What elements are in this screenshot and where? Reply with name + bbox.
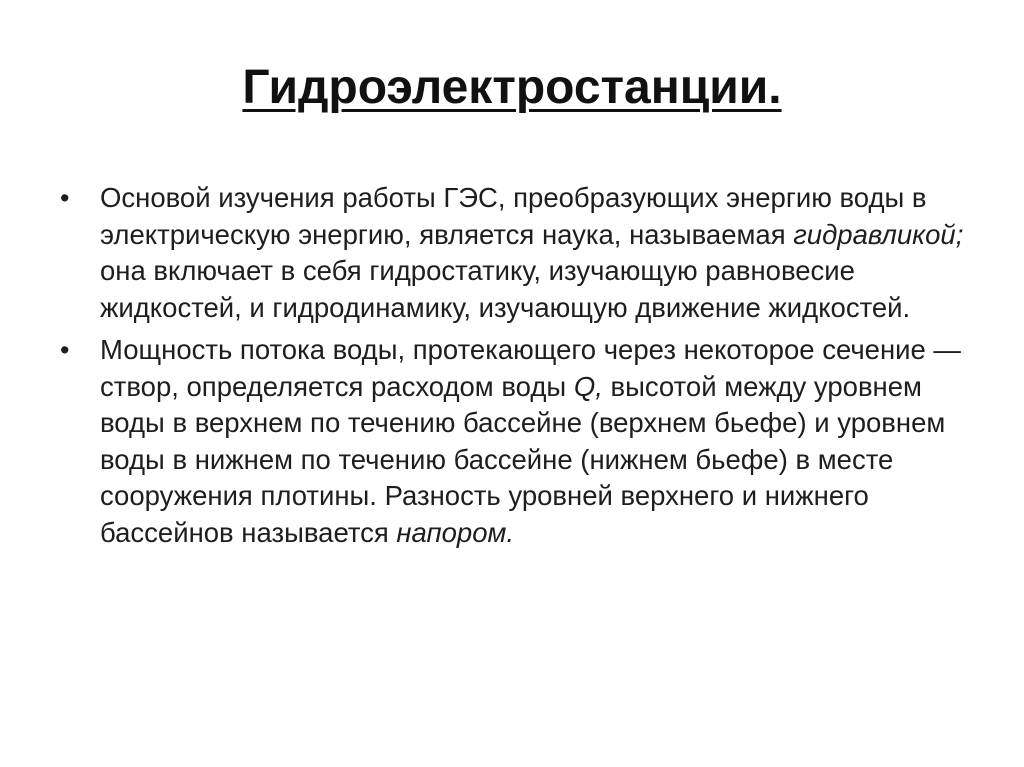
bullet-text: высотой между уровнем воды в верхнем по течению бассейне (верхнем бьефе) и уровнем воды в нижнем по течению бассейне (нижнем бьефе) в месте сооружения плотины. Разность уровней верхнего и нижнего бассейнов называется	[100, 370, 946, 548]
bullet-item-2	[58, 332, 988, 551]
slide-title	[0, 58, 1024, 118]
bullet-emphasis: гидравликой;	[793, 218, 964, 250]
bullet-marker: •	[60, 335, 70, 365]
bullet-emphasis: напором.	[396, 516, 515, 548]
bullet-text: Основой изучения работы ГЭС, преобразующих энергию воды в электрическую энергию, является наука, называемая	[100, 182, 927, 250]
bullet-text: Мощность потока воды, протекающего через некоторое сечение — створ, определяется расходом воды	[100, 334, 961, 402]
bullet-text: она включает в себя гидростатику, изучающую равновесие жидкостей, и гидродинамику, изучающую движение жидкостей.	[100, 255, 911, 323]
slide-body	[58, 180, 988, 557]
bullet-item-1	[58, 180, 988, 326]
slide-title-text: Гидроэлектростанции.	[242, 61, 782, 114]
bullet-emphasis: Q,	[573, 370, 603, 402]
bullet-marker: •	[60, 183, 70, 213]
